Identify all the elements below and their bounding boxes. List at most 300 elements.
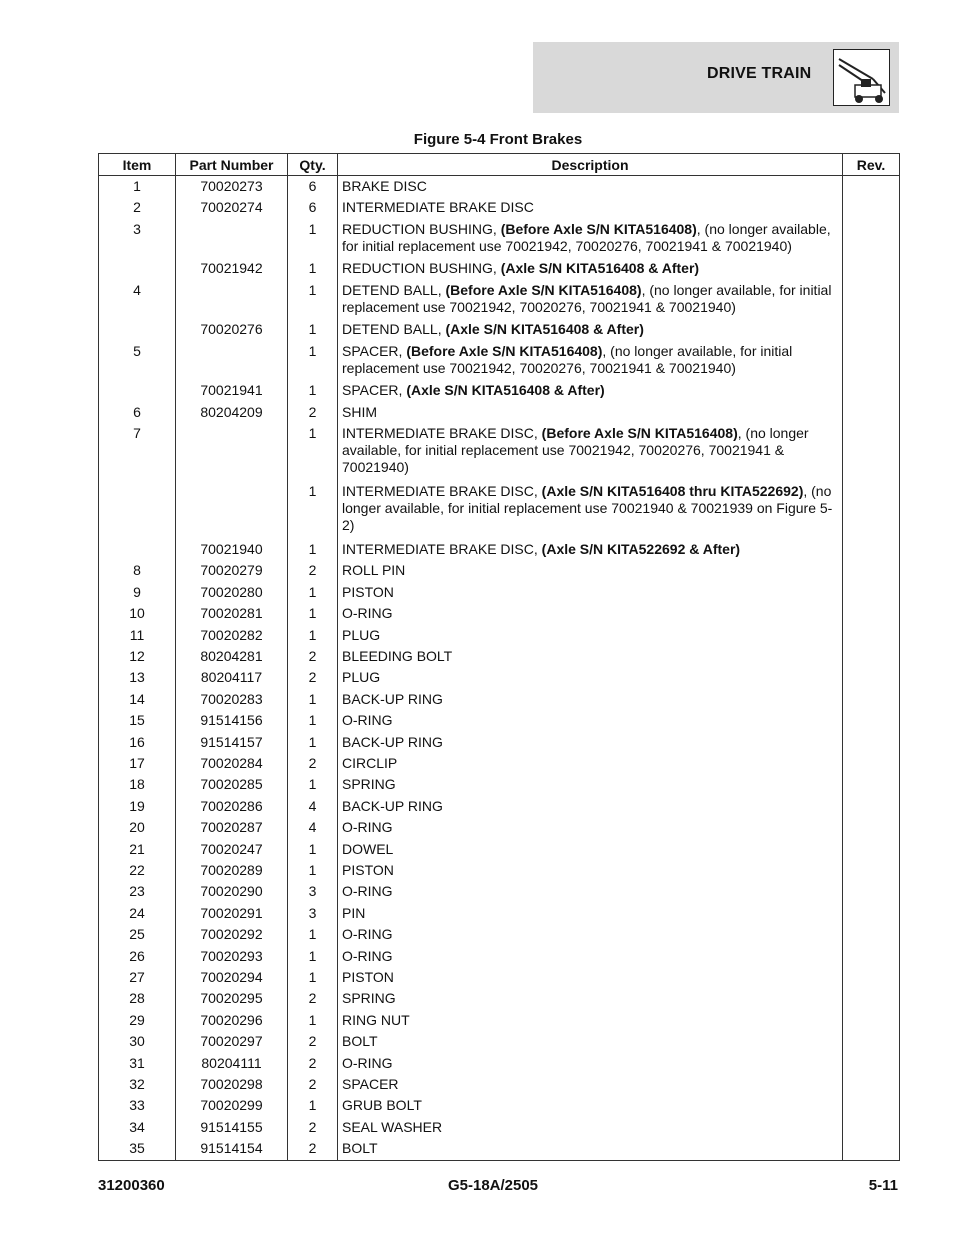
description-text: BOLT: [342, 1140, 378, 1157]
description-text: RING NUT: [342, 1011, 410, 1028]
table-row: [99, 423, 900, 481]
qty-cell: 2: [288, 560, 338, 581]
item-number-cell: 1: [99, 176, 176, 198]
section-title: DRIVE TRAIN: [707, 65, 812, 82]
part-number-cell: 70020292: [176, 924, 288, 945]
description-text: SPRING: [342, 990, 396, 1007]
qty-cell: 1: [288, 1010, 338, 1031]
description-text: SPACER,: [342, 382, 407, 399]
part-number-cell: 70020280: [176, 582, 288, 603]
part-number-cell: 91514157: [176, 732, 288, 753]
table-row: [99, 732, 900, 753]
qty-cell: 1: [288, 946, 338, 967]
item-number-cell: 26: [99, 946, 176, 967]
rev-cell: [843, 1074, 900, 1095]
part-number-cell: 80204117: [176, 667, 288, 688]
qty-cell: 4: [288, 817, 338, 838]
item-number-cell: [99, 539, 176, 560]
qty-cell: 1: [288, 341, 338, 381]
description-cell: [338, 796, 843, 817]
empty-cell: [843, 1160, 900, 1161]
description-cell: [338, 582, 843, 603]
table-row: [99, 625, 900, 646]
part-number-cell: 70020296: [176, 1010, 288, 1031]
part-number-cell: 70021940: [176, 539, 288, 560]
item-number-cell: 10: [99, 603, 176, 624]
item-number-cell: 11: [99, 625, 176, 646]
rev-cell: [843, 625, 900, 646]
rev-cell: [843, 1095, 900, 1116]
table-row: [99, 341, 900, 381]
description-cell: [338, 258, 843, 279]
table-row: [99, 946, 900, 967]
empty-cell: [288, 1160, 338, 1161]
rev-cell: [843, 881, 900, 902]
part-number-cell: [176, 280, 288, 320]
description-cell: [338, 423, 843, 481]
qty-cell: 2: [288, 667, 338, 688]
table-row: [99, 402, 900, 423]
rev-cell: [843, 774, 900, 795]
table-row: [99, 967, 900, 988]
part-number-cell: 91514156: [176, 710, 288, 731]
part-number-cell: 80204111: [176, 1053, 288, 1074]
table-row: [99, 753, 900, 774]
description-text: SPRING: [342, 776, 396, 793]
qty-cell: 2: [288, 646, 338, 667]
part-number-cell: 91514155: [176, 1117, 288, 1138]
table-row: [99, 176, 900, 198]
part-number-cell: 70020279: [176, 560, 288, 581]
qty-cell: 1: [288, 481, 338, 539]
description-text: BACK-UP RING: [342, 733, 443, 750]
qty-cell: 1: [288, 839, 338, 860]
description-text: BRAKE DISC: [342, 178, 427, 194]
item-number-cell: [99, 319, 176, 340]
table-body: [99, 176, 900, 1161]
description-cell: [338, 1095, 843, 1116]
item-number-cell: 35: [99, 1138, 176, 1159]
part-number-cell: 70020282: [176, 625, 288, 646]
rev-cell: [843, 582, 900, 603]
description-text: INTERMEDIATE BRAKE DISC,: [342, 483, 542, 500]
table-row: [99, 774, 900, 795]
item-number-cell: 13: [99, 667, 176, 688]
rev-cell: [843, 539, 900, 560]
empty-cell: [99, 1160, 176, 1161]
description-text: DETEND BALL,: [342, 281, 446, 298]
part-number-cell: 80204281: [176, 646, 288, 667]
qty-cell: 1: [288, 710, 338, 731]
description-serial-note: (Before Axle S/N KITA516408): [406, 342, 603, 359]
description-text: O-RING: [342, 1054, 393, 1071]
description-cell: [338, 881, 843, 902]
description-cell: [338, 710, 843, 731]
item-number-cell: [99, 481, 176, 539]
rev-cell: [843, 667, 900, 688]
rev-cell: [843, 817, 900, 838]
description-text: REDUCTION BUSHING,: [342, 220, 501, 237]
section-header: [533, 42, 899, 113]
part-number-cell: 70020290: [176, 881, 288, 902]
description-cell: [338, 1138, 843, 1159]
table-row: [99, 1095, 900, 1116]
description-text: O-RING: [342, 819, 393, 836]
item-number-cell: 9: [99, 582, 176, 603]
item-number-cell: 14: [99, 689, 176, 710]
rev-cell: [843, 839, 900, 860]
table-row: [99, 924, 900, 945]
description-text: O-RING: [342, 926, 393, 943]
description-serial-note: (Before Axle S/N KITA516408): [500, 220, 697, 237]
rev-cell: [843, 860, 900, 881]
description-text: PISTON: [342, 583, 394, 600]
description-text: BACK-UP RING: [342, 797, 443, 814]
table-row: [99, 646, 900, 667]
rev-cell: [843, 1031, 900, 1052]
rev-cell: [843, 319, 900, 340]
rev-cell: [843, 988, 900, 1009]
item-number-cell: 28: [99, 988, 176, 1009]
description-text: INTERMEDIATE BRAKE DISC: [342, 199, 534, 216]
item-number-cell: 31: [99, 1053, 176, 1074]
qty-cell: 6: [288, 176, 338, 198]
rev-cell: [843, 646, 900, 667]
rev-cell: [843, 603, 900, 624]
item-number-cell: 24: [99, 903, 176, 924]
description-cell: [338, 903, 843, 924]
description-cell: [338, 481, 843, 539]
item-number-cell: 15: [99, 710, 176, 731]
description-cell: [338, 197, 843, 218]
table-row: [99, 560, 900, 581]
description-cell: [338, 1074, 843, 1095]
part-number-cell: 70021942: [176, 258, 288, 279]
table-row: [99, 1117, 900, 1138]
part-number-cell: 70020284: [176, 753, 288, 774]
description-text: CIRCLIP: [342, 754, 398, 771]
qty-cell: 1: [288, 603, 338, 624]
qty-cell: 1: [288, 380, 338, 401]
footer-doc-number: 31200360: [98, 1177, 165, 1194]
description-text: PLUG: [342, 669, 381, 686]
item-number-cell: 30: [99, 1031, 176, 1052]
description-serial-note: (Axle S/N KITA516408 & After): [500, 260, 700, 277]
qty-cell: 1: [288, 582, 338, 603]
description-cell: [338, 1053, 843, 1074]
qty-cell: 1: [288, 860, 338, 881]
table-row: [99, 603, 900, 624]
item-number-cell: [99, 258, 176, 279]
description-text: , (no longer available, for initial replacement use 70021942, 70020276, 70021941 & 70021940): [342, 281, 832, 315]
part-number-cell: [176, 481, 288, 539]
item-number-cell: 29: [99, 1010, 176, 1031]
table-row: [99, 582, 900, 603]
description-text: DETEND BALL,: [342, 321, 446, 338]
description-cell: [338, 1010, 843, 1031]
table-row: [99, 710, 900, 731]
item-number-cell: 2: [99, 197, 176, 218]
item-number-cell: [99, 380, 176, 401]
item-number-cell: 34: [99, 1117, 176, 1138]
description-cell: [338, 774, 843, 795]
part-number-cell: 70020298: [176, 1074, 288, 1095]
description-cell: [338, 646, 843, 667]
rev-cell: [843, 967, 900, 988]
item-number-cell: 8: [99, 560, 176, 581]
item-number-cell: 18: [99, 774, 176, 795]
description-text: PIN: [342, 904, 366, 921]
rev-cell: [843, 1117, 900, 1138]
part-number-cell: 70020297: [176, 1031, 288, 1052]
qty-cell: 1: [288, 967, 338, 988]
description-text: , (no longer available, for initial replacement use 70021942, 70020276, 70021941 & 70021940): [342, 342, 793, 376]
table-row: [99, 817, 900, 838]
description-cell: [338, 839, 843, 860]
table-row: [99, 860, 900, 881]
item-number-cell: 22: [99, 860, 176, 881]
item-number-cell: 19: [99, 796, 176, 817]
description-cell: [338, 1117, 843, 1138]
description-cell: [338, 219, 843, 259]
description-cell: [338, 176, 843, 198]
qty-cell: 1: [288, 319, 338, 340]
table-row: [99, 197, 900, 218]
table-row: [99, 903, 900, 924]
table-row: [99, 881, 900, 902]
description-cell: [338, 946, 843, 967]
table-row: [99, 481, 900, 539]
rev-cell: [843, 280, 900, 320]
qty-cell: 2: [288, 753, 338, 774]
item-number-cell: 16: [99, 732, 176, 753]
rev-cell: [843, 710, 900, 731]
part-number-cell: 70020295: [176, 988, 288, 1009]
description-text: SPACER: [342, 1076, 399, 1093]
item-number-cell: 27: [99, 967, 176, 988]
part-number-cell: 70020247: [176, 839, 288, 860]
description-text: BACK-UP RING: [342, 690, 443, 707]
description-text: BOLT: [342, 1033, 378, 1050]
figure-title: Figure 5-4 Front Brakes: [413, 131, 583, 148]
table-filler-row: [99, 1160, 900, 1161]
table-row: [99, 219, 900, 259]
description-text: BLEEDING BOLT: [342, 647, 453, 664]
rev-cell: [843, 796, 900, 817]
table-header-row: [99, 154, 900, 176]
description-serial-note: (Axle S/N KITA516408 & After): [445, 321, 644, 338]
item-number-cell: 20: [99, 817, 176, 838]
rev-cell: [843, 219, 900, 259]
description-text: O-RING: [342, 883, 393, 900]
qty-cell: 3: [288, 903, 338, 924]
empty-cell: [338, 1160, 843, 1161]
description-cell: [338, 402, 843, 423]
qty-cell: 2: [288, 1031, 338, 1052]
empty-cell: [176, 1160, 288, 1161]
description-text: INTERMEDIATE BRAKE DISC,: [342, 540, 542, 557]
rev-cell: [843, 402, 900, 423]
qty-cell: 2: [288, 1138, 338, 1159]
rev-cell: [843, 1010, 900, 1031]
description-text: O-RING: [342, 947, 393, 964]
item-number-cell: 4: [99, 280, 176, 320]
description-text: PISTON: [342, 862, 394, 879]
footer-model: G5-18A/2505: [447, 1177, 539, 1194]
qty-cell: 2: [288, 402, 338, 423]
item-number-cell: 12: [99, 646, 176, 667]
description-cell: [338, 625, 843, 646]
qty-cell: 1: [288, 924, 338, 945]
description-text: O-RING: [342, 605, 393, 622]
description-text: PLUG: [342, 626, 381, 643]
table-row: [99, 796, 900, 817]
qty-cell: 2: [288, 988, 338, 1009]
description-serial-note: (Axle S/N KITA516408 thru KITA522692): [541, 483, 804, 500]
rev-cell: [843, 753, 900, 774]
qty-cell: 6: [288, 197, 338, 218]
part-number-cell: 70020283: [176, 689, 288, 710]
rev-cell: [843, 481, 900, 539]
item-number-cell: 3: [99, 219, 176, 259]
description-cell: [338, 817, 843, 838]
description-text: , (no longer available, for initial replacement use 70021942, 70020276, 70021941 & 70021940): [342, 220, 831, 254]
part-number-cell: 70020289: [176, 860, 288, 881]
description-text: , (no longer available, for initial replacement use 70021942, 70020276, 70021941 & 70021940): [342, 425, 809, 476]
table-row: [99, 539, 900, 560]
description-text: REDUCTION BUSHING,: [342, 260, 501, 277]
description-cell: [338, 689, 843, 710]
rev-cell: [843, 341, 900, 381]
forklift-icon: [833, 49, 890, 106]
footer-page-number: 5-11: [868, 1177, 898, 1194]
description-text: ROLL PIN: [342, 562, 406, 579]
qty-cell: 1: [288, 1095, 338, 1116]
description-cell: [338, 341, 843, 381]
qty-cell: 4: [288, 796, 338, 817]
part-number-cell: 91514154: [176, 1138, 288, 1159]
table-row: [99, 258, 900, 279]
rev-cell: [843, 689, 900, 710]
description-cell: [338, 753, 843, 774]
qty-cell: 1: [288, 732, 338, 753]
description-cell: [338, 319, 843, 340]
part-number-cell: 70020273: [176, 176, 288, 198]
column-header-rev: Rev.: [843, 154, 900, 176]
part-number-cell: 70020274: [176, 197, 288, 218]
rev-cell: [843, 924, 900, 945]
description-cell: [338, 539, 843, 560]
description-cell: [338, 860, 843, 881]
qty-cell: 2: [288, 1117, 338, 1138]
rev-cell: [843, 1053, 900, 1074]
description-cell: [338, 667, 843, 688]
part-number-cell: 70020293: [176, 946, 288, 967]
description-text: GRUB BOLT: [342, 1097, 422, 1114]
description-cell: [338, 732, 843, 753]
rev-cell: [843, 258, 900, 279]
description-text: DOWEL: [342, 840, 394, 857]
part-number-cell: 70020286: [176, 796, 288, 817]
table-row: [99, 667, 900, 688]
rev-cell: [843, 1138, 900, 1159]
qty-cell: 2: [288, 1074, 338, 1095]
description-cell: [338, 560, 843, 581]
description-text: INTERMEDIATE BRAKE DISC,: [342, 425, 542, 442]
description-cell: [338, 603, 843, 624]
part-number-cell: [176, 341, 288, 381]
qty-cell: 2: [288, 1053, 338, 1074]
rev-cell: [843, 197, 900, 218]
description-serial-note: (Before Axle S/N KITA516408): [541, 425, 738, 442]
rev-cell: [843, 423, 900, 481]
part-number-cell: [176, 219, 288, 259]
description-text: , (no longer available, for initial replacement use 70021940 & 70021939 on Figure 5-2): [342, 483, 833, 534]
part-number-cell: 70020287: [176, 817, 288, 838]
table-row: [99, 988, 900, 1009]
part-number-cell: [176, 423, 288, 481]
table-row: [99, 280, 900, 320]
description-serial-note: (Before Axle S/N KITA516408): [445, 281, 642, 298]
description-cell: [338, 988, 843, 1009]
item-number-cell: 21: [99, 839, 176, 860]
description-cell: [338, 380, 843, 401]
qty-cell: 1: [288, 219, 338, 259]
item-number-cell: 6: [99, 402, 176, 423]
rev-cell: [843, 176, 900, 198]
qty-cell: 1: [288, 774, 338, 795]
item-number-cell: 23: [99, 881, 176, 902]
item-number-cell: 7: [99, 423, 176, 481]
table-row: [99, 1053, 900, 1074]
rev-cell: [843, 560, 900, 581]
part-number-cell: 70020294: [176, 967, 288, 988]
qty-cell: 1: [288, 423, 338, 481]
description-text: SHIM: [342, 403, 377, 420]
part-number-cell: 70020281: [176, 603, 288, 624]
item-number-cell: 32: [99, 1074, 176, 1095]
column-header-part-number: Part Number: [176, 154, 288, 176]
column-header-qty: Qty.: [288, 154, 338, 176]
description-cell: [338, 967, 843, 988]
column-header-description: Description: [338, 154, 843, 176]
description-cell: [338, 280, 843, 320]
part-number-cell: 80204209: [176, 402, 288, 423]
parts-table: [98, 153, 900, 1161]
table-row: [99, 839, 900, 860]
description-text: SEAL WASHER: [342, 1118, 443, 1135]
item-number-cell: 5: [99, 341, 176, 381]
table-row: [99, 1010, 900, 1031]
table-row: [99, 319, 900, 340]
part-number-cell: 70020276: [176, 319, 288, 340]
item-number-cell: 25: [99, 924, 176, 945]
qty-cell: 1: [288, 689, 338, 710]
table-row: [99, 380, 900, 401]
rev-cell: [843, 946, 900, 967]
table-row: [99, 689, 900, 710]
item-number-cell: 17: [99, 753, 176, 774]
table-row: [99, 1031, 900, 1052]
table-row: [99, 1138, 900, 1159]
qty-cell: 1: [288, 280, 338, 320]
rev-cell: [843, 903, 900, 924]
rev-cell: [843, 732, 900, 753]
item-number-cell: 33: [99, 1095, 176, 1116]
column-header-item: Item: [99, 154, 176, 176]
description-text: SPACER,: [342, 342, 407, 359]
description-text: PISTON: [342, 969, 394, 986]
